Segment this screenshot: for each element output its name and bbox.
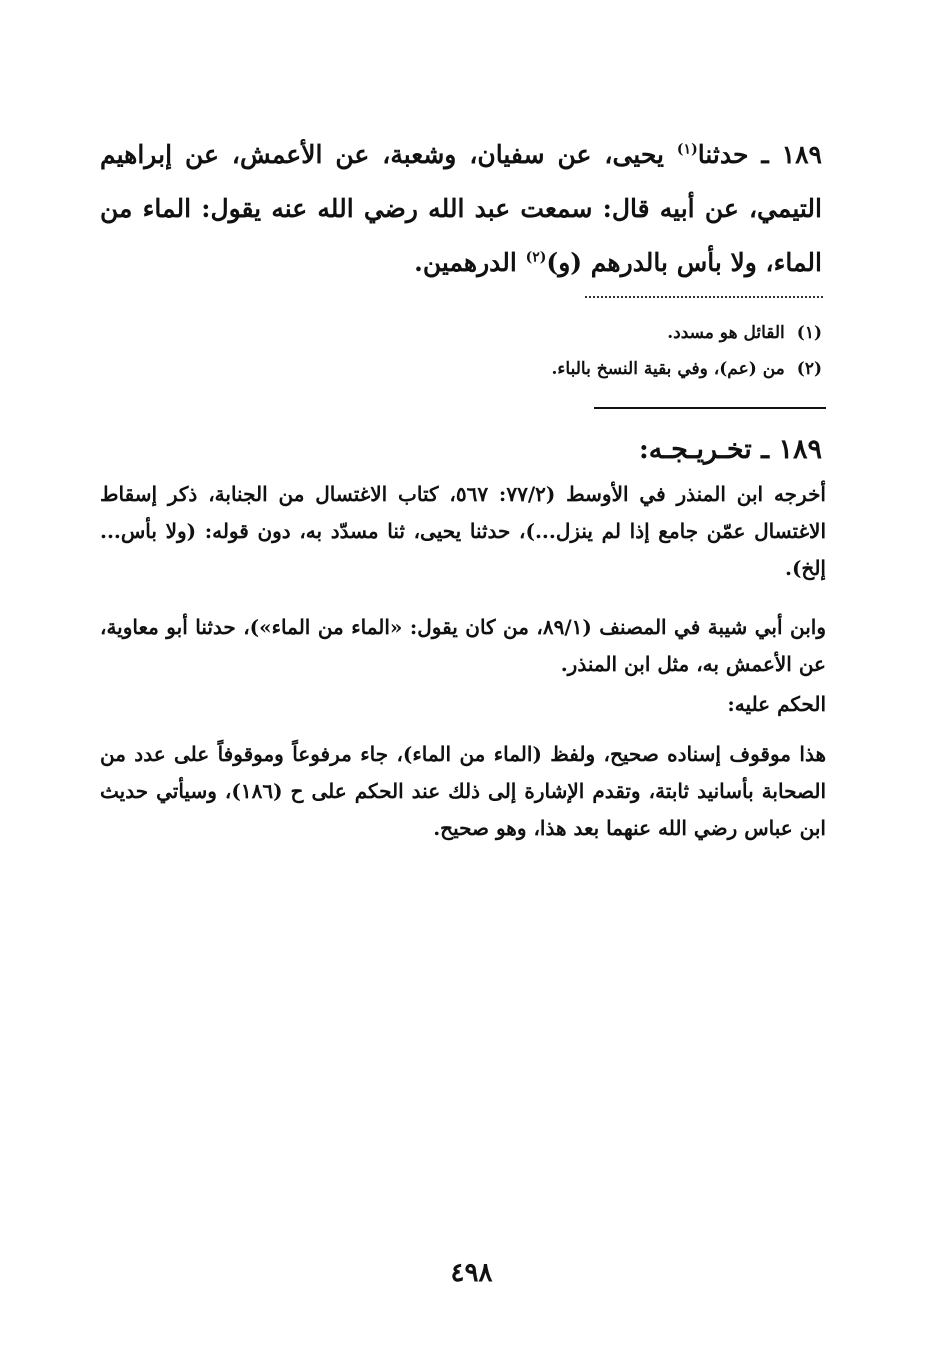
takhrij-paragraph-1: أخرجه ابن المنذر في الأوسط (٧٧/٢: ٥٦٧، كتاب الاغتسال من الجنابة، ذكر إسقاط الاغتسال عمّن جامع إذا لم ينزل...)، حدثنا يحيى، ثنا مسدّد به، دون قوله: (ولا بأس... إلخ).: [100, 482, 826, 580]
hadith-text-part1: حدثنا: [697, 140, 749, 169]
hadith-number: ١٨٩: [781, 140, 822, 169]
takhrij-heading: ١٨٩ ـ تخـريـجـه:: [638, 434, 822, 465]
hadith-dash: ـ: [761, 140, 769, 169]
footnote-number: (٢): [796, 359, 822, 379]
section-divider: [594, 407, 826, 409]
footnote-2: [300, 356, 822, 382]
footnote-text: القائل هو مسدد.: [667, 323, 785, 343]
footnote-marker-2: (٢): [525, 249, 547, 266]
footnote-number: (١): [796, 323, 822, 343]
footnote-1: [300, 320, 822, 346]
footnote-marker-1: (١): [676, 141, 698, 158]
page-number: ٤٩٨: [450, 1258, 493, 1288]
ruling-heading: الحكم عليه:: [727, 692, 826, 716]
ruling-paragraph: هذا موقوف إسناده صحيح، ولفظ (الماء من الماء)، جاء مرفوعاً وموقوفاً على عدد من الصحابة بأسانيد ثابتة، وتقدم الإشارة إلى ذلك عند الحكم على ح (١٨٦)، وسيأتي حديث ابن عباس رضي الله عنهما بعد هذا، وهو صحيح.: [100, 742, 826, 840]
footnote-separator-dots: [585, 286, 823, 298]
footnote-text: من (عم)، وفي بقية النسخ بالباء.: [551, 359, 785, 379]
hadith-text: [100, 128, 822, 290]
takhrij-paragraph-2: وابن أبي شيبة في المصنف (٨٩/١، من كان يقول: «الماء من الماء»)، حدثنا أبو معاوية، عن الأعمش به، مثل ابن المنذر.: [100, 615, 826, 676]
hadith-text-part2: يحيى، عن سفيان، وشعبة، عن الأعمش، عن إبراهيم التيمي، عن أبيه قال: سمعت عبد الله رضي الله عنه يقول: الماء من الماء، ولا بأس بالدرهم (و): [100, 140, 822, 277]
hadith-text-part3: الدرهمين.: [414, 248, 517, 277]
